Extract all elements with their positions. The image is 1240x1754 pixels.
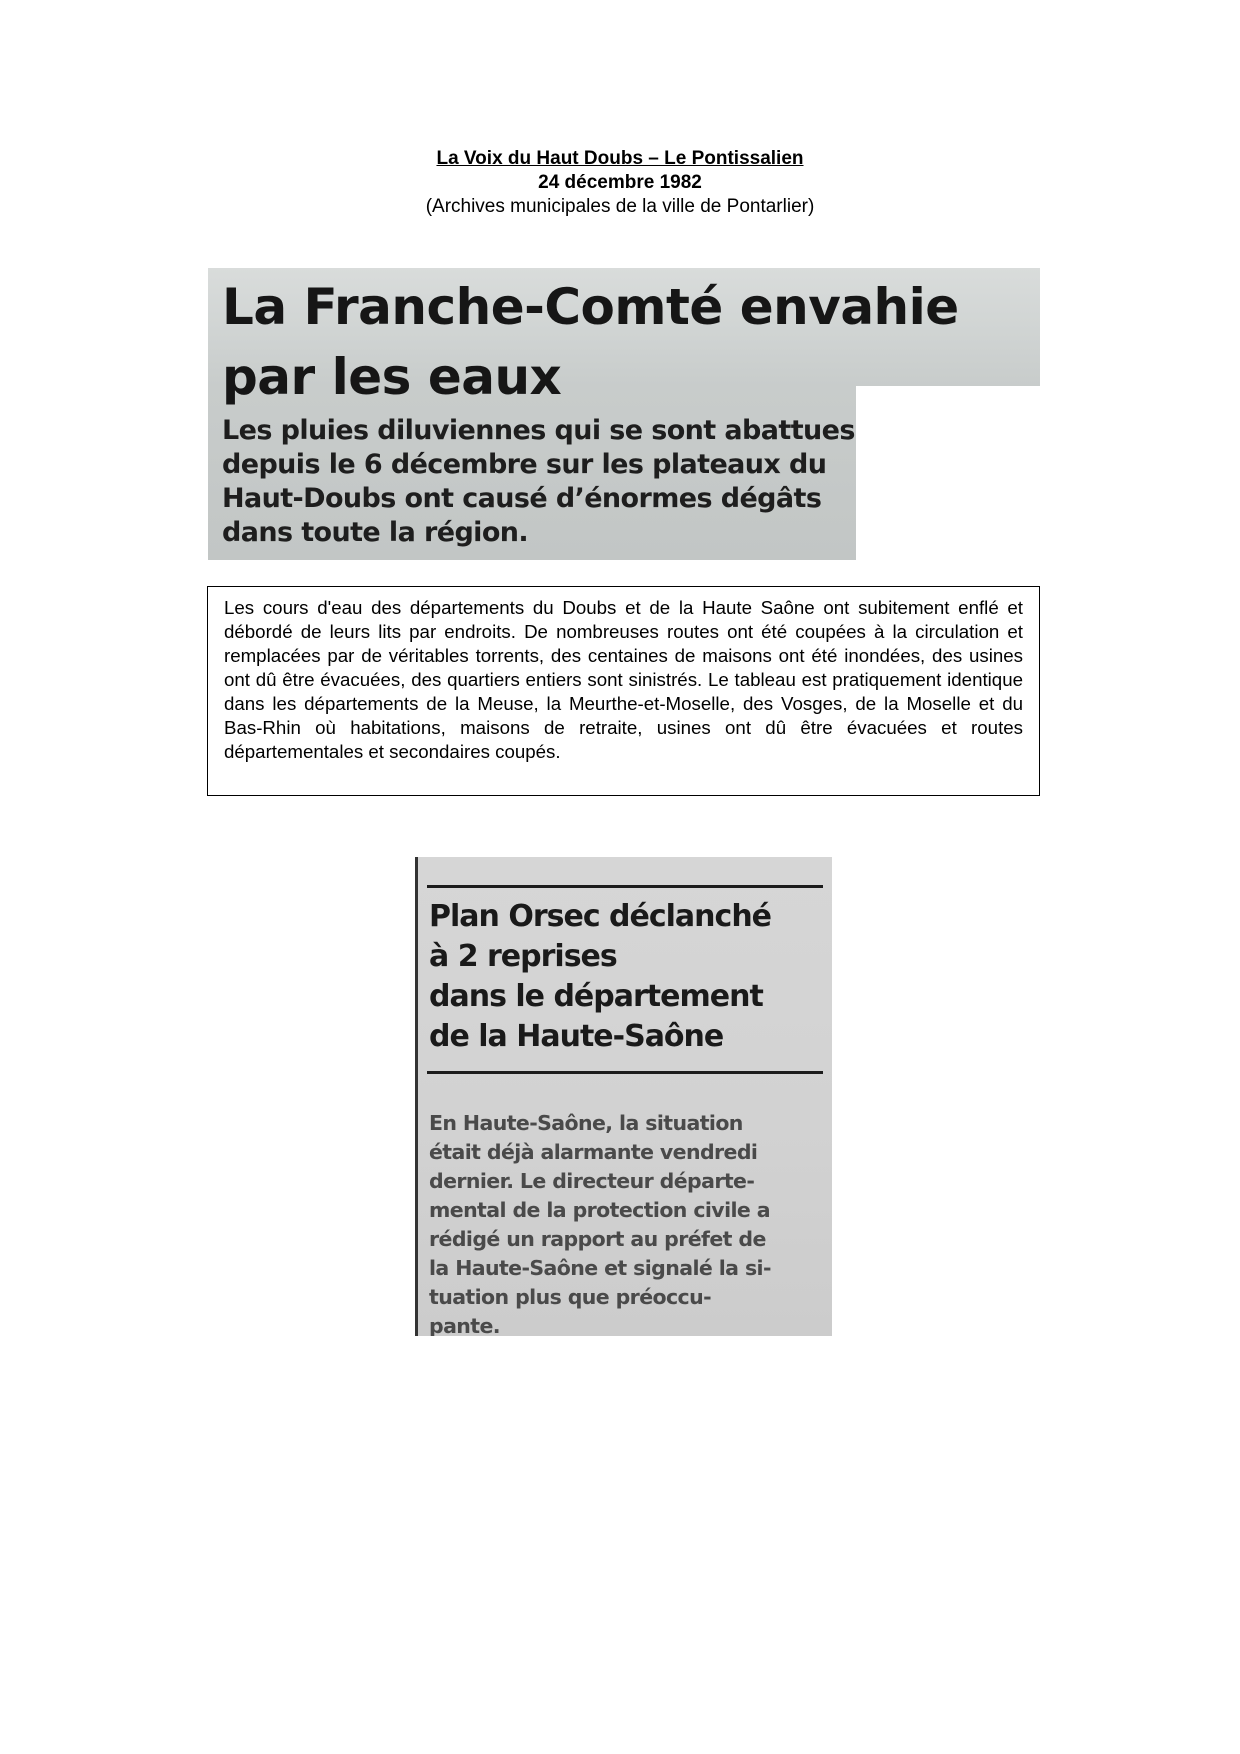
document-header: [0, 147, 1240, 219]
headline-line: par les eaux: [222, 348, 562, 406]
clipping-headline: [222, 272, 1042, 412]
article-headline-line: à 2 reprises: [429, 939, 617, 974]
top-rule: [427, 885, 823, 888]
article-body-line: En Haute-Saône, la situation: [429, 1111, 743, 1135]
article-body-line: la Haute-Saône et signalé la si-: [429, 1256, 771, 1280]
publication-title: La Voix du Haut Doubs – Le Pontissalien: [436, 148, 804, 169]
article-headline-line: dans le département: [429, 979, 763, 1014]
subhead-line: depuis le 6 décembre sur les plateaux du: [222, 449, 827, 480]
article-headline-line: Plan Orsec déclanché: [429, 899, 772, 934]
article-headline-line: de la Haute-Saône: [429, 1019, 724, 1054]
article-body: [429, 1109, 825, 1336]
article-body-line: tuation plus que préoccu-: [429, 1285, 711, 1309]
article-body-line: pante.: [429, 1314, 500, 1336]
article-body-line: dernier. Le directeur départe-: [429, 1169, 755, 1193]
newspaper-clipping-article: [415, 857, 832, 1336]
headline-line: La Franche-Comté envahie: [222, 278, 959, 336]
publication-date: 24 décembre 1982: [538, 172, 702, 193]
summary-box: [207, 586, 1040, 796]
subhead-line: Haut-Doubs ont causé d’énormes dégâts: [222, 483, 822, 514]
article-headline: [429, 897, 829, 1057]
article-body-line: mental de la protection civile a: [429, 1198, 771, 1222]
subhead-line: dans toute la région.: [222, 517, 529, 548]
archive-source: (Archives municipales de la ville de Pontarlier): [425, 196, 815, 217]
subhead-line: Les pluies diluviennes qui se sont abattues: [222, 415, 855, 446]
clipping-subheadline: [222, 414, 862, 550]
clipping-edge: [415, 857, 418, 1336]
article-body-line: rédigé un rapport au préfet de: [429, 1227, 766, 1251]
bottom-rule: [427, 1071, 823, 1074]
summary-text: Les cours d'eau des départements du Doubs et de la Haute Saône ont subitement enflé et débordé de leurs lits par endroits. De nombreuses routes ont été coupées à la circulation et remplacées par de véritables torrents, des centaines de maisons ont été inondées, des usines ont dû être évacuées, des quartiers entiers sont sinistrés. Le tableau est pratiquement identique dans les départements de la Meuse, la Meurthe-et-Moselle, des Vosges, de la Moselle et du Bas-Rhin où habitations, maisons de retraite, usines ont dû être évacuées et routes départementales et secondaires coupés.: [224, 597, 1023, 762]
newspaper-clipping-headline: [208, 268, 1040, 560]
article-body-line: était déjà alarmante vendredi: [429, 1140, 758, 1164]
